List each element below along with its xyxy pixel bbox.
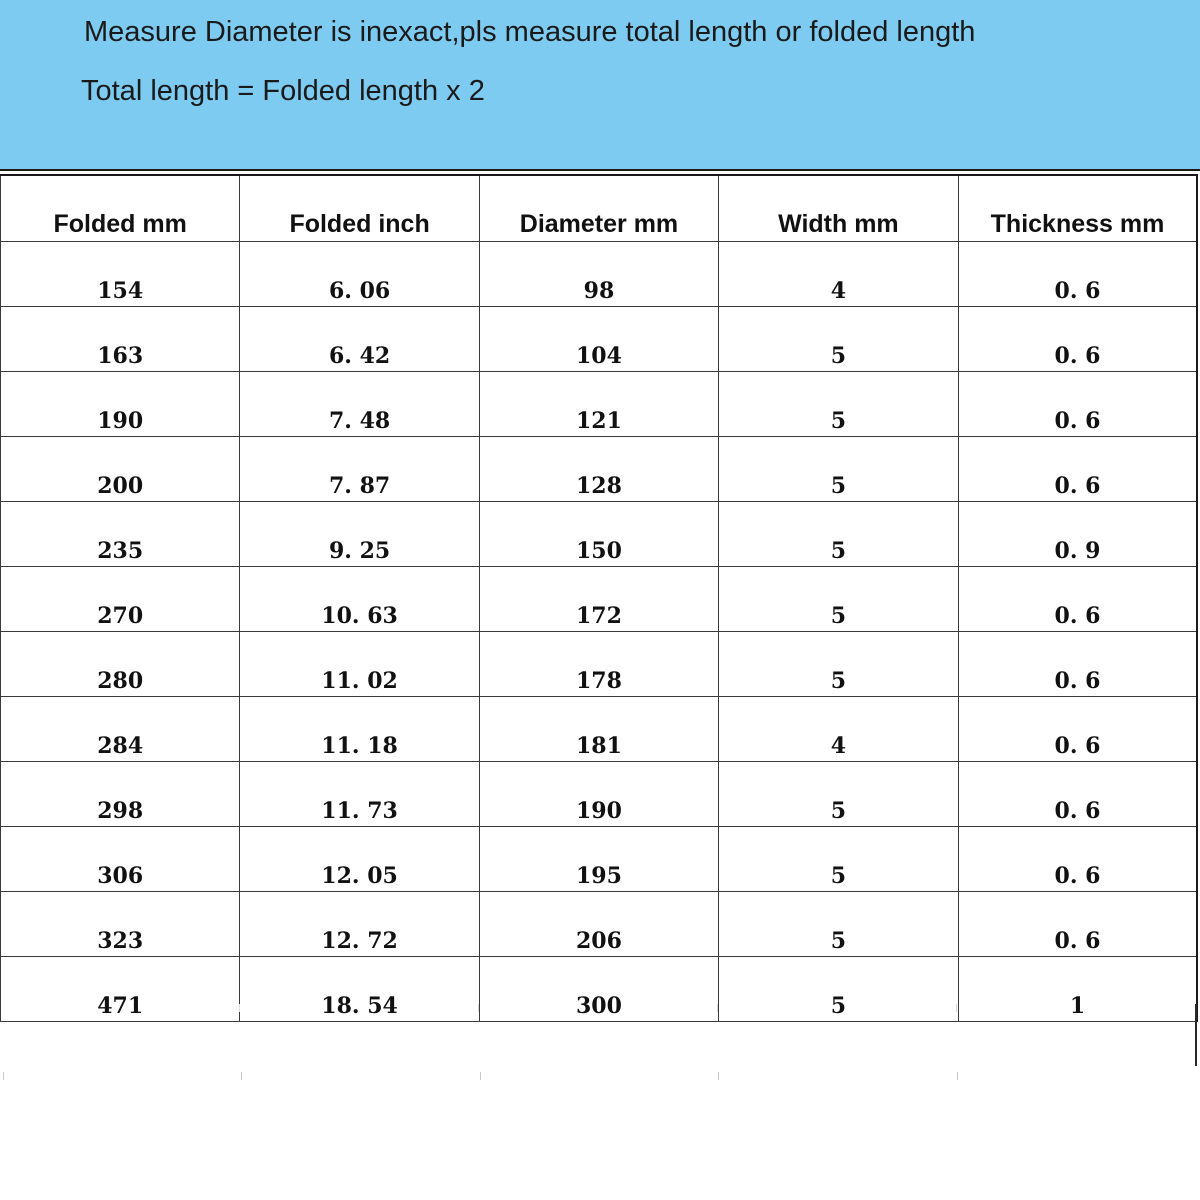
table-row <box>1 957 1198 1022</box>
cell-thickness-mm: 1 <box>958 957 1197 1022</box>
grid-tick <box>957 1072 958 1080</box>
cell-diameter-mm: 150 <box>479 502 718 567</box>
cell-thickness-mm: 0. 6 <box>958 632 1197 697</box>
cell-diameter-mm: 181 <box>479 697 718 762</box>
cell-thickness-mm: 0. 6 <box>958 827 1197 892</box>
grid-tick <box>3 1072 4 1080</box>
measurement-note: Measure Diameter is inexact,pls measure total length or folded length <box>84 16 976 48</box>
cell-folded-mm: 306 <box>1 827 240 892</box>
grid-fragment <box>956 1004 957 1012</box>
table-row <box>1 372 1198 437</box>
header-banner <box>0 0 1200 171</box>
cell-thickness-mm: 0. 6 <box>958 567 1197 632</box>
cell-diameter-mm: 121 <box>479 372 718 437</box>
cell-diameter-mm: 178 <box>479 632 718 697</box>
header-folded-inch: Folded inch <box>240 175 479 242</box>
header-folded-mm: Folded mm <box>1 175 240 242</box>
cell-diameter-mm: 190 <box>479 762 718 827</box>
cell-folded-mm: 323 <box>1 892 240 957</box>
cell-diameter-mm: 128 <box>479 437 718 502</box>
cell-width-mm: 5 <box>719 827 958 892</box>
table-body <box>1 242 1198 1022</box>
cell-folded-inch: 9. 25 <box>240 502 479 567</box>
cell-folded-mm: 154 <box>1 242 240 307</box>
grid-tick <box>718 1072 719 1080</box>
cell-folded-inch: 7. 87 <box>240 437 479 502</box>
cell-diameter-mm: 98 <box>479 242 718 307</box>
cell-folded-inch: 12. 05 <box>240 827 479 892</box>
cell-folded-mm: 163 <box>1 307 240 372</box>
cell-folded-mm: 200 <box>1 437 240 502</box>
cell-folded-mm: 284 <box>1 697 240 762</box>
grid-tick <box>480 1072 481 1080</box>
table-row <box>1 632 1198 697</box>
cell-width-mm: 4 <box>719 242 958 307</box>
cell-thickness-mm: 0. 6 <box>958 697 1197 762</box>
cell-width-mm: 5 <box>719 632 958 697</box>
table-row <box>1 762 1198 827</box>
cell-folded-inch: 6. 42 <box>240 307 479 372</box>
cell-width-mm: 4 <box>719 697 958 762</box>
cell-folded-mm: 270 <box>1 567 240 632</box>
cell-width-mm: 5 <box>719 307 958 372</box>
cell-thickness-mm: 0. 9 <box>958 502 1197 567</box>
table-row <box>1 892 1198 957</box>
cell-thickness-mm: 0. 6 <box>958 762 1197 827</box>
cell-folded-mm: 235 <box>1 502 240 567</box>
cell-folded-mm: 298 <box>1 762 240 827</box>
grid-tick <box>241 1072 242 1080</box>
cell-diameter-mm: 195 <box>479 827 718 892</box>
cell-folded-inch: 11. 02 <box>240 632 479 697</box>
cell-diameter-mm: 104 <box>479 307 718 372</box>
total-length-formula: Total length = Folded length x 2 <box>81 75 485 107</box>
table-row <box>1 567 1198 632</box>
cell-diameter-mm: 300 <box>479 957 718 1022</box>
grid-fragment <box>478 1004 479 1012</box>
cell-folded-inch: 11. 73 <box>240 762 479 827</box>
table-row <box>1 242 1198 307</box>
table-edge-line <box>1195 1004 1197 1066</box>
table-row <box>1 437 1198 502</box>
table-row <box>1 307 1198 372</box>
cell-width-mm: 5 <box>719 892 958 957</box>
cell-folded-mm: 280 <box>1 632 240 697</box>
cell-width-mm: 5 <box>719 957 958 1022</box>
cell-diameter-mm: 206 <box>479 892 718 957</box>
cell-folded-inch: 18. 54 <box>240 957 479 1022</box>
cell-width-mm: 5 <box>719 567 958 632</box>
cell-width-mm: 5 <box>719 762 958 827</box>
cell-thickness-mm: 0. 6 <box>958 892 1197 957</box>
header-diameter-mm: Diameter mm <box>479 175 718 242</box>
cell-diameter-mm: 172 <box>479 567 718 632</box>
cell-thickness-mm: 0. 6 <box>958 372 1197 437</box>
cell-folded-mm: 471 <box>1 957 240 1022</box>
cell-width-mm: 5 <box>719 372 958 437</box>
grid-fragment <box>239 1004 240 1012</box>
cell-thickness-mm: 0. 6 <box>958 307 1197 372</box>
cell-thickness-mm: 0. 6 <box>958 437 1197 502</box>
table-header-row <box>1 175 1198 242</box>
cell-folded-inch: 11. 18 <box>240 697 479 762</box>
table-row <box>1 697 1198 762</box>
cell-width-mm: 5 <box>719 502 958 567</box>
header-width-mm: Width mm <box>719 175 958 242</box>
size-spec-table <box>0 174 1198 1022</box>
table-row <box>1 827 1198 892</box>
cell-width-mm: 5 <box>719 437 958 502</box>
cell-folded-mm: 190 <box>1 372 240 437</box>
cell-thickness-mm: 0. 6 <box>958 242 1197 307</box>
table-row <box>1 502 1198 567</box>
grid-fragment <box>717 1004 718 1012</box>
cell-folded-inch: 10. 63 <box>240 567 479 632</box>
header-thickness-mm: Thickness mm <box>958 175 1197 242</box>
cell-folded-inch: 6. 06 <box>240 242 479 307</box>
cell-folded-inch: 7. 48 <box>240 372 479 437</box>
cell-folded-inch: 12. 72 <box>240 892 479 957</box>
